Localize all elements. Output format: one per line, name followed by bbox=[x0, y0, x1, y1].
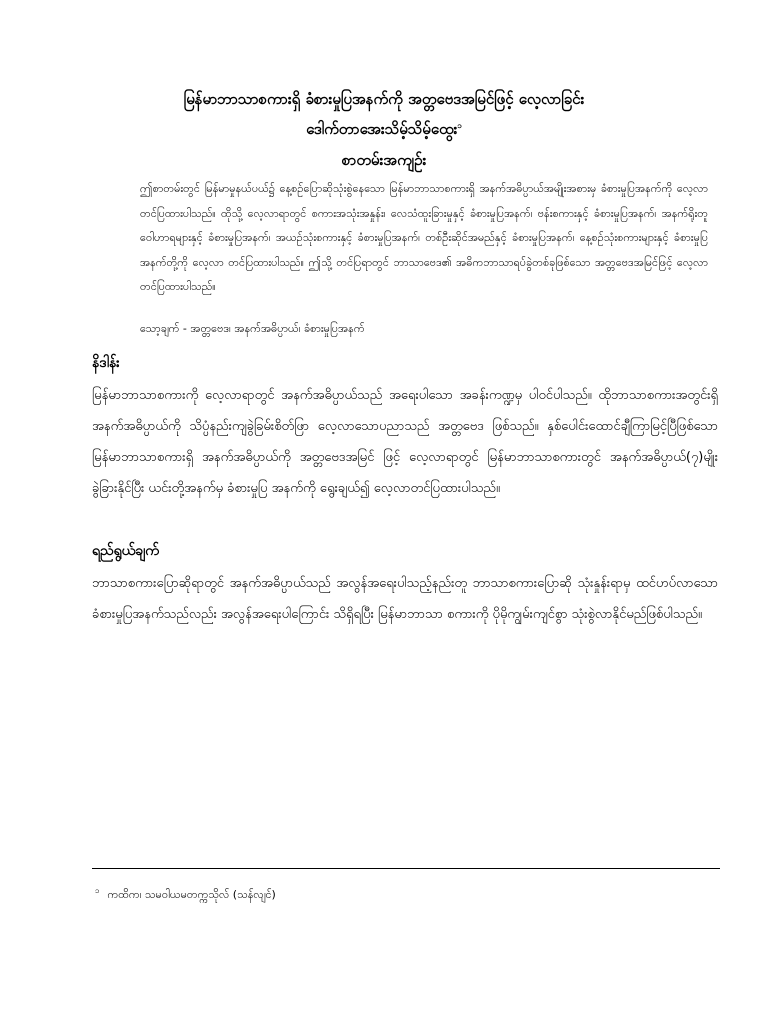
footnote bbox=[95, 886, 276, 904]
keywords: သော့ချက် - အတ္တဗေဒ၊ အနက်အဓိပ္ပာယ်၊ ခံစားမှုပြအနက် bbox=[140, 322, 365, 335]
aim-text: ဘာသာစကားပြောဆိုရာတွင် အနက်အဓိပ္ပာယ်သည် အလွန်အရေးပါသည့်နည်းတူ ဘာသာစကားပြောဆို သုံးနှုန်းရာမှ ထင်ဟပ်လာသော ခံစားမှုပြအနက်သည်လည်း အလွန်အရေးပါကြောင်း သိရှိရပြီး မြန်မာဘာသာ စကားကို ပိုမိုကျွမ်းကျင်စွာ သုံးစွဲလာနိုင်မည်ဖြစ်ပါသည်။ bbox=[92, 576, 718, 622]
introduction-text: မြန်မာဘာသာစကားကို လေ့လာရာတွင် အနက်အဓိပ္ပာယ်သည် အရေးပါသော အခန်းကဏ္ဍမှ ပါဝင်ပါသည်။ ထိုဘာသာစကားအတွင်းရှိ အနက်အဓိပ္ပာယ်ကို သိပ္ပံနည်းကျခွဲခြမ်းစိတ်ဖြာ လေ့လာသောပညာသည် အတ္တဗေဒ ဖြစ်သည်။ နှစ်ပေါင်းထောင်ချီကြာမြင့်ပြီဖြစ်သော မြန်မာဘာသာစကားရှိ အနက်အဓိပ္ပာယ်ကို အတ္တဗေဒအမြင် ဖြင့် လေ့လာရာတွင် မြန်မာဘာသာစကားတွင် အနက်အဓိပ္ပာယ်(၇)မျိုး ခွဲခြားနိုင်ပြီး ယင်းတို့အနက်မှ ခံစားမှုပြ အနက်ကို ရွေးချယ်၍ လေ့လာတင်ပြထားပါသည်။ bbox=[92, 388, 718, 496]
introduction-heading: နိဒါန်း bbox=[92, 355, 120, 371]
abstract-text: ဤစာတမ်းတွင် မြန်မာမှုနယ်ပယ်၌ နေ့စဉ်ပြောဆိုသုံးစွဲနေသော မြန်မာဘာသာစကားရှိ အနက်အဓိပ္ပာယ်အမျိုးအစားမှ ခံစားမှုပြအနက်ကို လေ့လာတင်ပြထားပါသည်။ ထိုသို့ လေ့လာရာတွင် စကားအသုံးအနှုန်း၊ လေသံထူးခြားမှုနှင့် ခံစားမှုပြအနက်၊ ဗန်းစကားနှင့် ခံစားမှုပြအနက်၊ အနက်ရိုးတူ ဝေါဟာရများနှင့် ခံစားမှုပြအနက်၊ အယဉ်သုံးစကားနှင့် ခံစားမှုပြအနက်၊ တစ်ဦးဆိုင်အမည်နှင့် ခံစားမှုပြအနက်၊ နေ့စဉ်သုံးစကားများနှင့် ခံစားမှုပြအနက်တို့ကို လေ့လာ တင်ပြထားပါသည်။ ဤသို့ တင်ပြရာတွင် ဘာသာဗေဒ၏ အဓိကဘာသာရပ်ခွဲတစ်ခုဖြစ်သော အတ္တဗေဒအမြင်ဖြင့် လေ့လာတင်ပြထားပါသည်။ bbox=[140, 182, 708, 293]
author-name: ဒေါက်တာအေးသိမ့်သိမ့်ထွေး bbox=[306, 120, 458, 138]
footnote-marker: ၁ bbox=[95, 886, 100, 896]
author-line bbox=[60, 118, 708, 140]
paper-title: မြန်မာဘာသာစကားရှိ ခံစားမှုပြအနက်ကို အတ္တဗေဒအမြင်ဖြင့် လေ့လာခြင်း bbox=[183, 90, 585, 108]
author-footnote-marker: ၁ bbox=[457, 121, 462, 130]
footnote-text: ကထိက၊ သမဝါယမတက္ကသိုလ် (သန်လျင်) bbox=[107, 888, 276, 901]
footnote-divider bbox=[92, 868, 720, 869]
aim-heading: ရည်ရွယ်ချက် bbox=[92, 543, 159, 559]
abstract-heading: စာတမ်းအကျဉ်း bbox=[341, 151, 427, 169]
